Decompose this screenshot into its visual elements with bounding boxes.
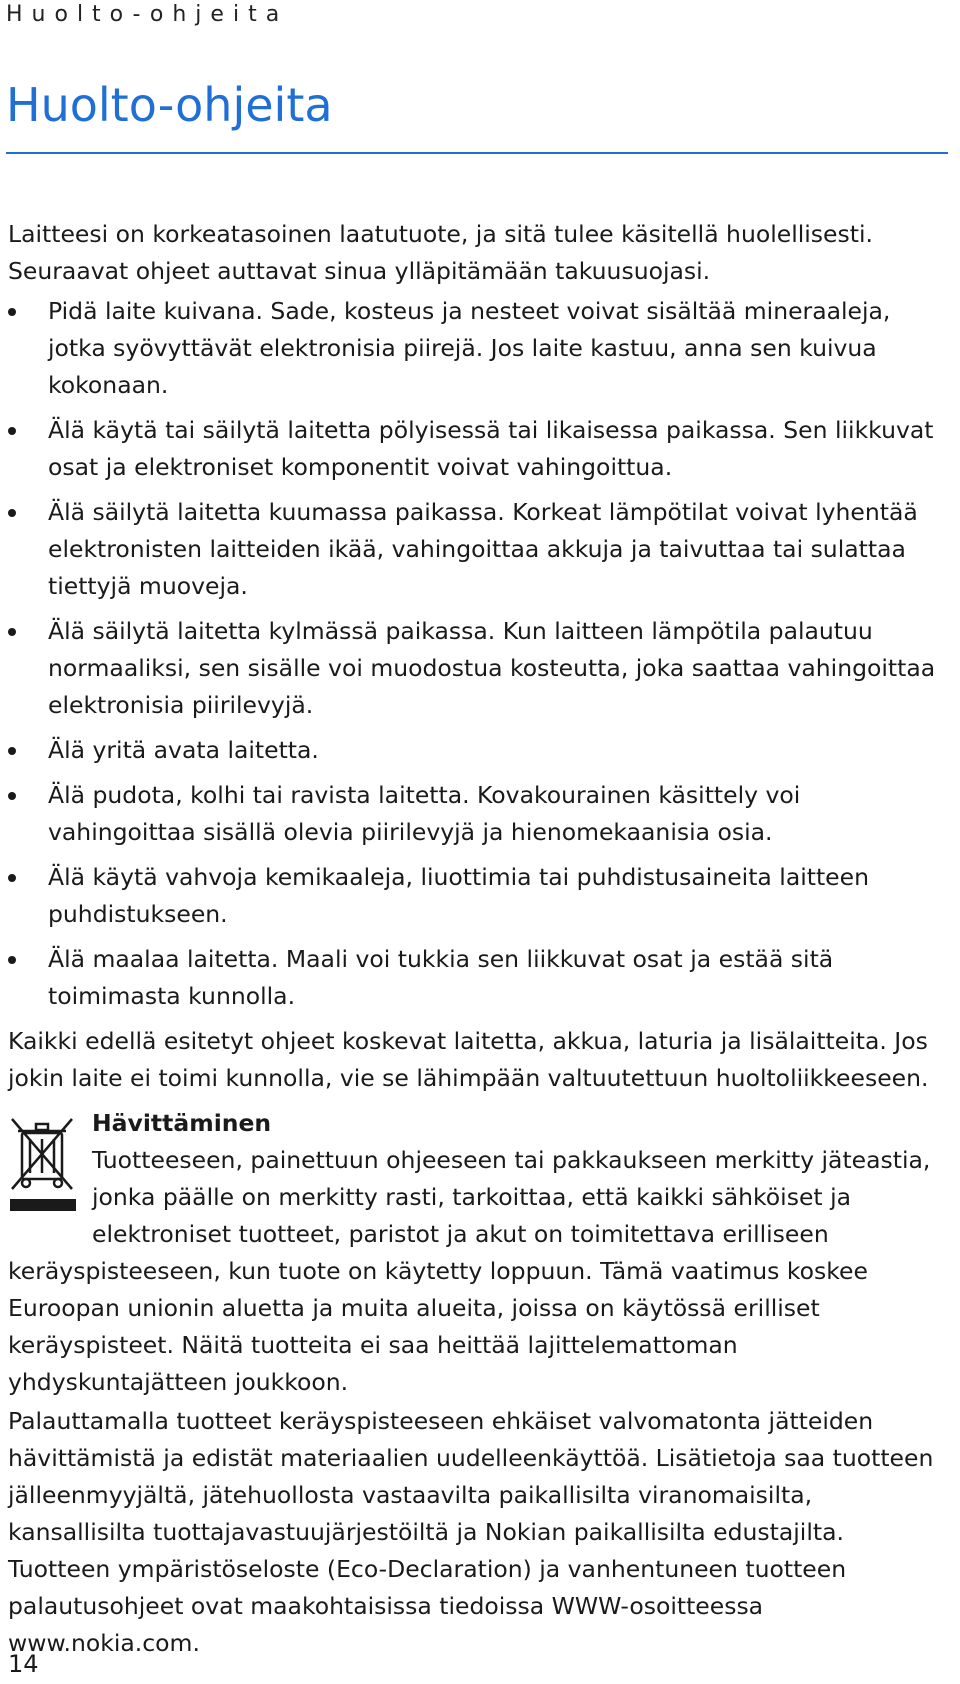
list-item-text: Älä säilytä laitetta kuumassa paikassa. Korkeat lämpötilat voivat lyhentää elektronisten laitteiden ikää, vahingoittaa akkuja ja taivuttaa tai sulattaa tiettyjä muoveja. — [48, 498, 918, 600]
disposal-paragraph: Tuotteeseen, painettuun ohjeeseen tai pakkaukseen merkitty jäteastia, jonka päälle on merkitty rasti, tarkoittaa, että kaikki sähköiset ja elektroniset tuotteet, paristot ja akut on toimitettava erilliseen keräyspisteeseen, kun tuote on käytetty loppuun. Tämä vaatimus koskee Euroopan unionin aluetta ja muita alueita, joissa on käytössä erilliset keräyspisteet. Näitä tuotteita ei saa heittää lajittelemattoman yhdyskuntajätteen joukkoon. — [8, 1146, 931, 1396]
list-item — [8, 494, 944, 605]
disposal-paragraph-2: Palauttamalla tuotteet keräyspisteeseen ehkäiset valvomatonta jätteiden hävittämistä ja edistät materiaalien uudelleenkäyttöä. Lisätietoja saa tuotteen jälleenmyyjältä, jätehuollosta vastaavilta paikallisilta viranomaisilta, kansallisilta tuottajavastuujärjestöiltä ja Nokian paikallisilta edustajilta. Tuotteen ympäristöseloste (Eco-Declaration) ja vanhentuneen tuotteen palautusohjeet ovat maakohtaisissa tiedoissa WWW-osoitteessa www.nokia.com. — [8, 1407, 934, 1657]
list-item — [8, 293, 944, 404]
list-item — [8, 859, 944, 933]
bullet-icon — [8, 427, 16, 435]
list-item — [8, 613, 944, 724]
bullet-icon — [8, 308, 16, 316]
care-instructions-list — [8, 293, 944, 1015]
page-content — [8, 216, 944, 1662]
list-item-text: Älä säilytä laitetta kylmässä paikassa. Kun laitteen lämpötila palautuu normaaliksi, sen sisälle voi muodostua kosteutta, joka saattaa vahingoittaa elektronisia piirilevyjä. — [48, 617, 936, 719]
list-item-text: Älä käytä tai säilytä laitetta pölyisessä tai likaisessa paikassa. Sen liikkuvat osat ja elektroniset komponentit voivat vahingoittua. — [48, 416, 934, 481]
list-item-text: Älä pudota, kolhi tai ravista laitetta. Kovakourainen käsittely voi vahingoittaa sisällä olevia piirilevyjä ja hienomekaanisia osia. — [48, 781, 801, 846]
bullet-icon — [8, 874, 16, 882]
bullet-icon — [8, 792, 16, 800]
intro-paragraph: Laitteesi on korkeatasoinen laatutuote, ja sitä tulee käsitellä huolellisesti. Seuraavat ohjeet auttavat sinua ylläpitämään takuusuojasi. — [8, 220, 873, 285]
title-rule — [6, 152, 948, 154]
page-title: Huolto-ohjeita — [6, 78, 333, 132]
disposal-heading: Hävittäminen — [92, 1109, 272, 1137]
list-item-text: Älä maalaa laitetta. Maali voi tukkia sen liikkuvat osat ja estää sitä toimimasta kunnolla. — [48, 945, 834, 1010]
page-number: 14 — [8, 1650, 39, 1678]
disposal-section — [8, 1105, 944, 1662]
list-item-text: Älä käytä vahvoja kemikaaleja, liuottimia tai puhdistusaineita laitteen puhdistukseen. — [48, 863, 869, 928]
list-item — [8, 732, 944, 769]
bullet-icon — [8, 956, 16, 964]
list-item — [8, 941, 944, 1015]
bullet-icon — [8, 628, 16, 636]
list-item-text: Älä yritä avata laitetta. — [48, 736, 319, 764]
crossed-out-wheeled-bin-icon — [8, 1111, 78, 1221]
bullet-icon — [8, 509, 16, 517]
bullet-icon — [8, 747, 16, 755]
list-item — [8, 412, 944, 486]
list-item — [8, 777, 944, 851]
running-header: Huolto-ohjeita — [6, 2, 289, 27]
list-item-text: Pidä laite kuivana. Sade, kosteus ja nesteet voivat sisältää mineraaleja, jotka syövyttävät elektronisia piirejä. Jos laite kastuu, anna sen kuivua kokonaan. — [48, 297, 891, 399]
summary-paragraph: Kaikki edellä esitetyt ohjeet koskevat laitetta, akkua, laturia ja lisälaitteita. Jos jokin laite ei toimi kunnolla, vie se lähimpään valtuutettuun huoltoliikkeeseen. — [8, 1027, 929, 1092]
